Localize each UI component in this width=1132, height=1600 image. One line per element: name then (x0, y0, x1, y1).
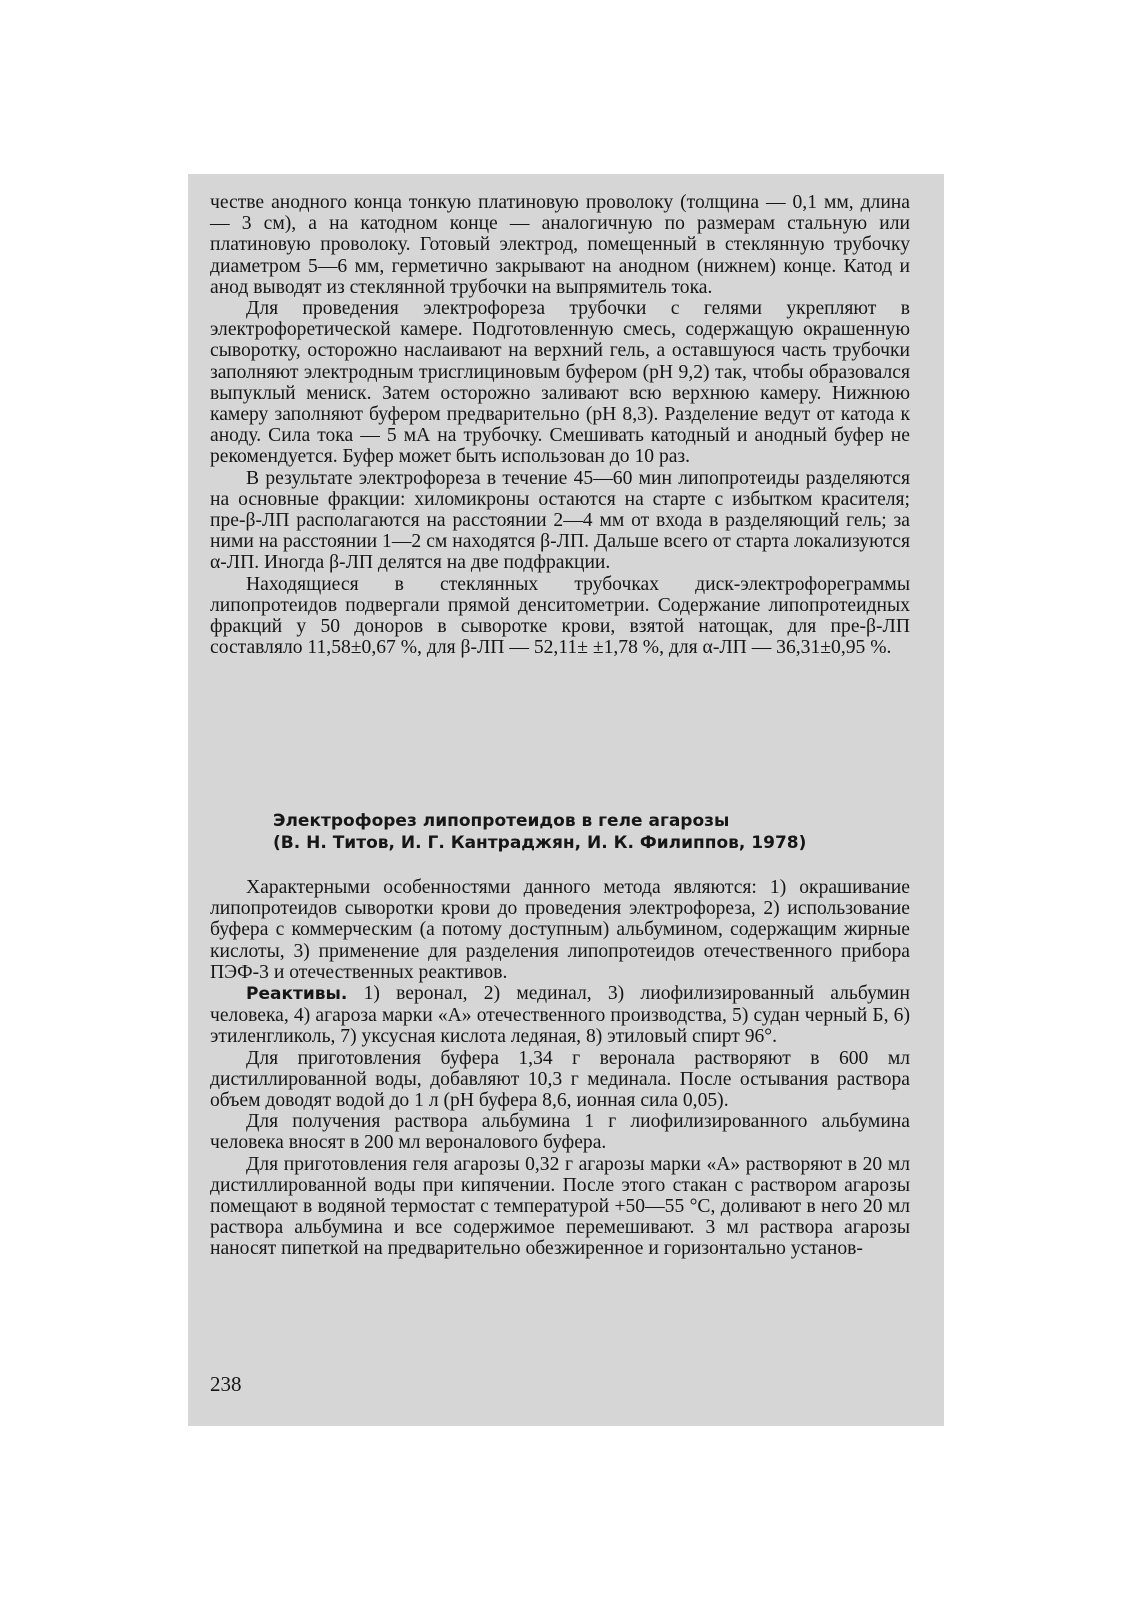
paragraph: Для приготовления буфера 1,34 г веронала растворяют в 600 мл дистиллированной воды, добавляют 10,3 г мединала. После остывания раствора объем доводят водой до 1 л (pH буфера 8,6, ионная сила 0,05). (210, 1047, 910, 1112)
paragraph: Для приготовления геля агарозы 0,32 г агарозы марки «А» растворяют в 20 мл дистиллированной воды при кипячении. После этого стакан с раствором агарозы помещают в водяной термостат с температурой +50—55 °С, доливают в него 20 мл раствора альбумина и все содержимое перемешивают. 3 мл раствора агарозы наносят пипеткой на предварительно обезжиренное и горизонтально установ- (210, 1153, 910, 1260)
reagents-label: Реактивы. (246, 984, 348, 1005)
page-number: 238 (210, 1372, 242, 1396)
paragraph: Для получения раствора альбумина 1 г лиофилизированного альбумина человека вносят в 200 мл вероналового буфера. (210, 1111, 910, 1154)
paragraph: Находящиеся в стеклянных трубочках диск-электрофореграммы липопротеидов подвергали прямой денситометрии. Содержание липопротеидных фракций у 50 доноров в сыворотке крови, взятой натощак, для пре-β-ЛП составляло 11,58±0,67 %, для β-ЛП — 52,11± ±1,78 %, для α-ЛП — 36,31±0,95 %. (210, 573, 910, 659)
body-text-top (210, 192, 910, 658)
paragraph: Характерными особенностями данного метода являются: 1) окрашивание липопротеидов сыворотки крови до проведения электрофореза, 2) использование буфера с коммерческим (а потому доступным) альбумином, содержащим жирные кислоты, 3) применение для разделения липопротеидов отечественного прибора ПЭФ-3 и отечественных реактивов. (210, 877, 910, 983)
paragraph (210, 983, 910, 1048)
section-authors: (В. Н. Титов, И. Г. Кантраджян, И. К. Филиппов, 1978) (273, 833, 807, 853)
body-text-bottom (210, 877, 910, 1260)
paragraph: честве анодного конца тонкую платиновую проволоку (толщина — 0,1 мм, длина — 3 см), а на катодном конце — аналогичную по размерам стальную или платиновую проволоку. Готовый электрод, помещенный в стеклянную трубочку диаметром 5—6 мм, герметично закрывают на анодном (нижнем) конце. Катод и анод выводят из стеклянной трубочки на выпрямитель тока. (210, 192, 910, 298)
paragraph: В результате электрофореза в течение 45—60 мин липопротеиды разделяются на основные фракции: хиломикроны остаются на старте с избытком красителя; пре-β-ЛП располагаются на расстоянии 2—4 мм от входа в разделяющий гель; за ними на расстоянии 1—2 см находятся β-ЛП. Дальше всего от старта локализуются α-ЛП. Иногда β-ЛП делятся на две подфракции. (210, 467, 910, 574)
paragraph: Для проведения электрофореза трубочки с гелями укрепляют в электрофоретической камере. Подготовленную смесь, содержащую окрашенную сыворотку, осторожно наслаивают на верхний гель, а оставшуюся часть трубочки заполняют электродным трисглициновым буфером (pH 9,2) так, чтобы образовался выпуклый мениск. Затем осторожно заливают всю верхнюю камеру. Нижнюю камеру заполняют буфером предварительно (pH 8,3). Разделение ведут от катода к аноду. Сила тока — 5 мА на трубочку. Смешивать катодный и анодный буфер не рекомендуется. Буфер может быть использован до 10 раз. (210, 298, 910, 468)
section-title: Электрофорез липопротеидов в геле агарозы (273, 811, 730, 831)
reagents-text: 1) веронал, 2) мединал, 3) лиофилизированный альбумин человека, 4) агароза марки «А» отечественного производства, 5) судан черный Б, 6) этиленгликоль, 7) уксусная кислота ледяная, 8) этиловый спирт 96°. (210, 983, 910, 1048)
